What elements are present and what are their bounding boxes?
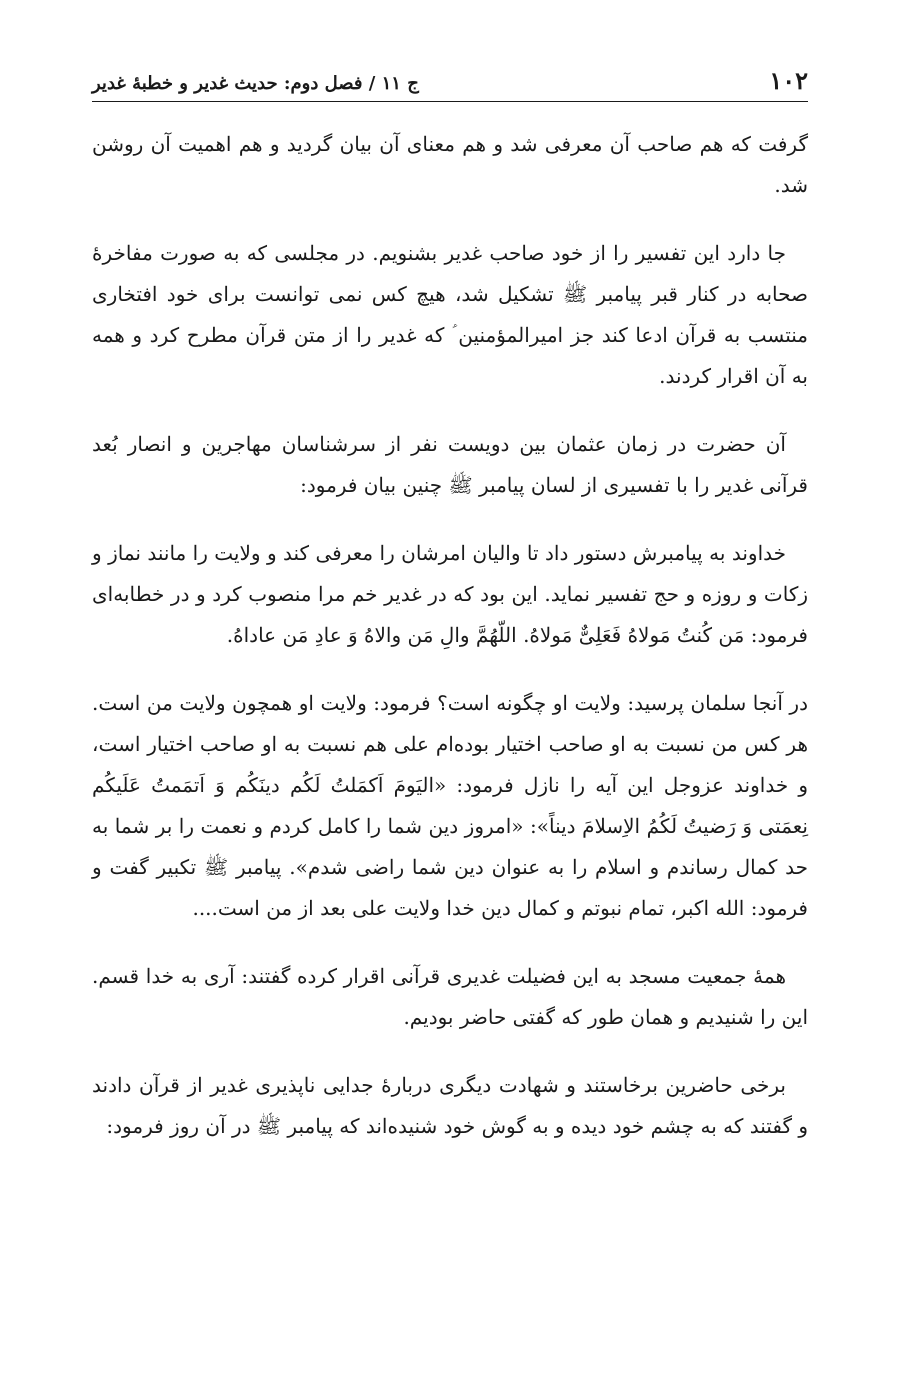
paragraph-quote: خداوند به پیامبرش دستور داد تا والیان امرشان را معرفی کند و ولایت را مانند نماز و زکات و روزه و حج تفسیر نماید. این بود که در غدیر خم مرا منصوب کرد و در خطابه‌ای فرمود: مَن کُنتُ مَولاهُ فَعَلِیٌّ مَولاهُ. اللّهُمَّ والِ مَن والاهُ وَ عادِ مَن عاداهُ. <box>92 541 808 647</box>
paragraph: در آنجا سلمان پرسید: ولایت او چگونه است؟ فرمود: ولایت او همچون ولایت من است. هر کس من نسبت به او صاحب اختیار بوده‌ام علی هم نسبت به او صاحب اختیار است، و خداوند عزوجل این آیه را نازل فرمود: «الیَومَ اَکمَلتُ لَکُم دینَکُم وَ اَتمَمتُ عَلَیکُم نِعمَتی وَ رَضیتُ لَکُمُ الاِسلامَ دیناً»: «امروز دین شما را کامل کردم و نعمت را بر شما به حد کمال رساندم و اسلام را به عنوان دین شما راضی شدم». پیامبر ﷺ تکبیر گفت و فرمود: الله اکبر، تمام نبوتم و کمال دین خدا ولایت علی بعد از من است.... <box>92 691 808 920</box>
page-number: ۱۰۲ <box>769 66 808 95</box>
paragraph: همهٔ جمعیت مسجد به این فضیلت غدیری قرآنی اقرار کرده گفتند: آری به خدا قسم. این را شنیدیم و همان طور که گفتی حاضر بودیم. <box>92 964 808 1029</box>
paragraph: برخی حاضرین برخاستند و شهادت دیگری دربارهٔ جدایی ناپذیری غدیر از قرآن دادند و گفتند که به چشم خود دیده و به گوش خود شنیده‌اند که پیامبر ﷺ در آن روز فرمود: <box>92 1073 808 1138</box>
paragraph: جا دارد این تفسیر را از خود صاحب غدیر بشنویم. در مجلسی که به صورت مفاخرهٔ صحابه در کنار قبر پیامبر ﷺ تشکیل شد، هیچ کس نمی توانست برای خود افتخاری منتسب به قرآن ادعا کند جز امیرالمؤمنین ؑ که غدیر را از متن قرآن مطرح کرد و همه به آن اقرار کردند. <box>92 241 808 388</box>
book-page <box>92 66 808 1174</box>
paragraph: آن حضرت در زمان عثمان بین دویست نفر از سرشناسان مهاجرین و انصار بُعد قرآنی غدیر را با تفسیری از لسان پیامبر ﷺ چنین بیان فرمود: <box>92 432 808 497</box>
body-text <box>92 124 808 1147</box>
chapter-title: ج ۱۱ / فصل دوم: حدیث غدیر و خطبهٔ غدیر <box>92 73 419 94</box>
running-header <box>92 66 808 102</box>
paragraph-continuation: گرفت که هم صاحب آن معرفی شد و هم معنای آن بیان گردید و هم اهمیت آن روشن شد. <box>92 132 808 197</box>
